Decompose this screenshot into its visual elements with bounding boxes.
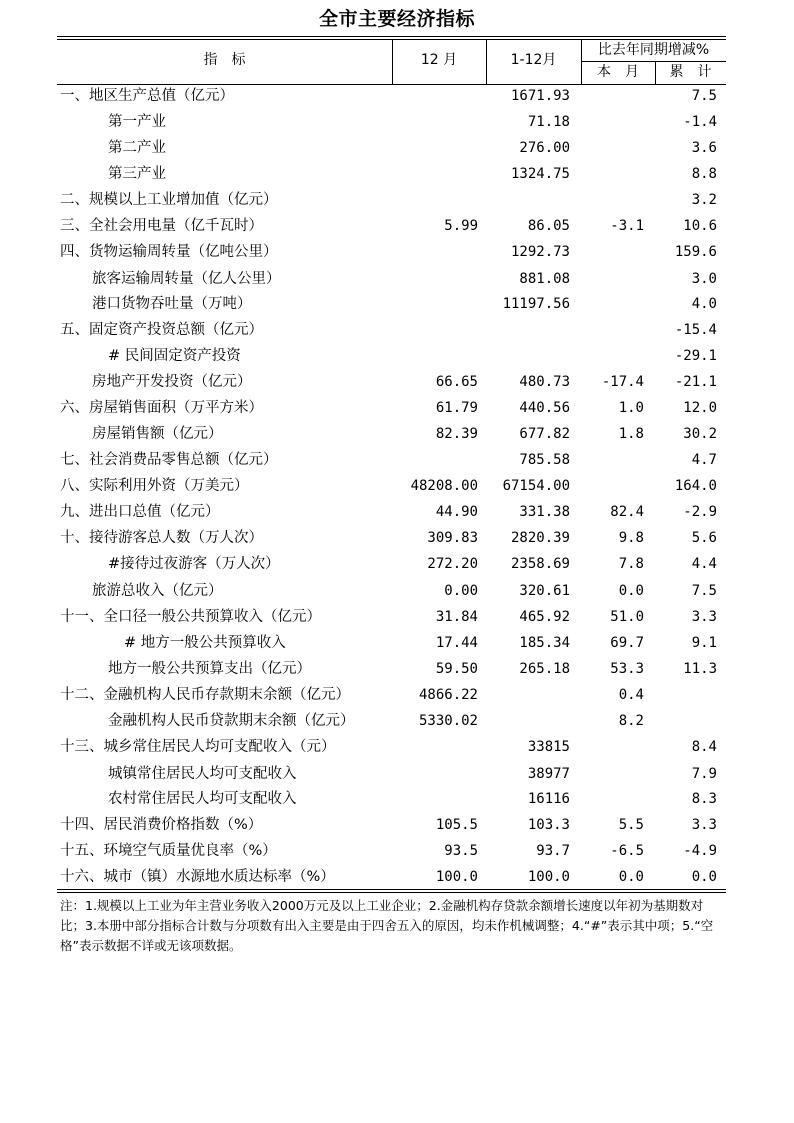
ytd-value: 465.92	[519, 609, 570, 625]
row-label: 地方一般公共预算支出（亿元）	[108, 661, 311, 677]
row-label: 农村常住居民人均可支配收入	[108, 791, 297, 807]
change-month-value: 82.4	[610, 504, 644, 520]
table-row	[57, 369, 726, 395]
table-row	[57, 734, 726, 760]
month-value: 82.39	[435, 426, 478, 442]
change-cumulative-value: -15.4	[674, 322, 717, 338]
ytd-value: 320.61	[519, 583, 570, 599]
header-month: 12 月	[420, 52, 458, 68]
header-change-month: 本 月	[597, 64, 639, 80]
change-month-value: 0.0	[618, 583, 644, 599]
change-month-value: 69.7	[610, 635, 644, 651]
change-cumulative-value: 10.6	[683, 218, 717, 234]
row-label: # 地方一般公共预算收入	[124, 635, 286, 651]
change-cumulative-value: 12.0	[683, 400, 717, 416]
table-row	[57, 187, 726, 213]
change-month-value: 51.0	[610, 609, 644, 625]
change-month-value: 53.3	[610, 661, 644, 677]
change-cumulative-value: 3.3	[691, 817, 717, 833]
table-row	[57, 135, 726, 161]
month-value: 59.50	[435, 661, 478, 677]
change-cumulative-value: 9.1	[691, 635, 717, 651]
table-row	[57, 812, 726, 838]
change-cumulative-value: 11.3	[683, 661, 717, 677]
table-row	[57, 525, 726, 551]
table-row	[57, 761, 726, 787]
table-row	[57, 551, 726, 577]
change-cumulative-value: 7.5	[691, 88, 717, 104]
change-cumulative-value: 4.4	[691, 556, 717, 572]
ytd-value: 265.18	[519, 661, 570, 677]
table-row	[57, 630, 726, 656]
row-label: 十四、居民消费价格指数（%）	[60, 817, 263, 833]
change-month-value: 1.0	[618, 400, 644, 416]
change-month-value: 0.0	[618, 869, 644, 885]
table-row	[57, 109, 726, 135]
row-label: 二、规模以上工业增加值（亿元）	[60, 192, 278, 208]
row-label: #接待过夜游客（万人次）	[108, 556, 280, 572]
month-value: 17.44	[435, 635, 478, 651]
row-label: 旅游总收入（亿元）	[92, 583, 223, 599]
ytd-value: 16116	[527, 791, 570, 807]
change-cumulative-value: 3.0	[691, 271, 717, 287]
month-value: 31.84	[435, 609, 478, 625]
ytd-value: 1324.75	[510, 166, 570, 182]
table-row	[57, 786, 726, 812]
row-label: 城镇常住居民人均可支配收入	[108, 766, 297, 782]
ytd-value: 331.38	[519, 504, 570, 520]
row-label: 一、地区生产总值（亿元）	[60, 88, 234, 104]
row-label: # 民间固定资产投资	[108, 348, 241, 364]
row-label: 五、固定资产投资总额（亿元）	[60, 322, 263, 338]
ytd-value: 276.00	[519, 140, 570, 156]
ytd-value: 86.05	[527, 218, 570, 234]
row-label: 九、进出口总值（亿元）	[60, 504, 220, 520]
row-label: 三、全社会用电量（亿千瓦时）	[60, 218, 263, 234]
change-month-value: 7.8	[618, 556, 644, 572]
ytd-value: 38977	[527, 766, 570, 782]
month-value: 44.90	[435, 504, 478, 520]
month-value: 309.83	[427, 530, 478, 546]
table-row	[57, 499, 726, 525]
ytd-value: 185.34	[519, 635, 570, 651]
row-label: 第三产业	[108, 166, 166, 182]
row-label: 十一、全口径一般公共预算收入（亿元）	[60, 609, 321, 625]
change-cumulative-value: 8.8	[691, 166, 717, 182]
row-label: 八、实际利用外资（万美元）	[60, 478, 249, 494]
row-label: 四、货物运输周转量（亿吨公里）	[60, 244, 278, 260]
table-row	[57, 239, 726, 265]
change-cumulative-value: 3.6	[691, 140, 717, 156]
month-value: 272.20	[427, 556, 478, 572]
table-row	[57, 83, 726, 109]
table-row	[57, 578, 726, 604]
month-value: 100.0	[435, 869, 478, 885]
bottom-double-rule-2	[57, 892, 726, 893]
change-month-value: 1.8	[618, 426, 644, 442]
change-month-value: 9.8	[618, 530, 644, 546]
change-cumulative-value: -2.9	[683, 504, 717, 520]
month-value: 4866.22	[418, 687, 478, 703]
change-month-value: -6.5	[610, 843, 644, 859]
change-cumulative-value: 8.4	[691, 739, 717, 755]
ytd-value: 93.7	[536, 843, 570, 859]
table-row	[57, 656, 726, 682]
row-label: 房屋销售额（亿元）	[92, 426, 223, 442]
month-value: 0.00	[444, 583, 478, 599]
ytd-value: 1671.93	[510, 88, 570, 104]
table-row	[57, 266, 726, 292]
ytd-value: 71.18	[527, 114, 570, 130]
page-title: 全市主要经济指标	[318, 8, 475, 30]
row-label: 港口货物吞吐量（万吨）	[92, 296, 252, 312]
table-row	[57, 291, 726, 317]
change-cumulative-value: 0.0	[691, 869, 717, 885]
change-cumulative-value: -4.9	[683, 843, 717, 859]
ytd-value: 103.3	[527, 817, 570, 833]
change-cumulative-value: 5.6	[691, 530, 717, 546]
table-row	[57, 421, 726, 447]
ytd-value: 785.58	[519, 452, 570, 468]
header-change-group: 比去年同期增减%	[597, 42, 710, 58]
month-value: 48208.00	[410, 478, 478, 494]
top-double-rule-1	[57, 36, 726, 37]
table-row	[57, 161, 726, 187]
change-cumulative-value: 159.6	[674, 244, 717, 260]
table-row	[57, 343, 726, 369]
change-cumulative-value: 164.0	[674, 478, 717, 494]
ytd-value: 2820.39	[510, 530, 570, 546]
month-value: 5330.02	[418, 713, 478, 729]
ytd-value: 677.82	[519, 426, 570, 442]
change-cumulative-value: 30.2	[683, 426, 717, 442]
change-cumulative-value: 7.9	[691, 766, 717, 782]
month-value: 66.65	[435, 374, 478, 390]
ytd-value: 100.0	[527, 869, 570, 885]
change-month-value: -3.1	[610, 218, 644, 234]
footnote: 注：1.规模以上工业为年主营业务收入2000万元及以上工业企业；2.金融机构存贷款余额增长速度以年初为基期数对比；3.本册中部分指标合计数与分项数有出入主要是由于四舍五入的原因，均未作机械调整；4.“#”表示其中项；5.“空格”表示数据不详或无该项数据。	[60, 898, 714, 953]
ytd-value: 440.56	[519, 400, 570, 416]
table-row	[57, 864, 726, 890]
table-row	[57, 682, 726, 708]
ytd-value: 11197.56	[502, 296, 570, 312]
table-row	[57, 838, 726, 864]
row-label: 十三、城乡常住居民人均可支配收入（元）	[60, 739, 336, 755]
table-row	[57, 447, 726, 473]
row-label: 十二、金融机构人民币存款期末余额（亿元）	[60, 687, 350, 703]
month-value: 93.5	[444, 843, 478, 859]
row-label: 第二产业	[108, 140, 166, 156]
row-label: 第一产业	[108, 114, 166, 130]
change-cumulative-value: 7.5	[691, 583, 717, 599]
change-cumulative-value: 3.3	[691, 609, 717, 625]
change-month-value: 8.2	[618, 713, 644, 729]
row-label: 十六、城市（镇）水源地水质达标率（%）	[60, 869, 335, 885]
header-change-cumulative: 累 计	[669, 64, 712, 80]
ytd-value: 881.08	[519, 271, 570, 287]
row-label: 六、房屋销售面积（万平方米）	[60, 400, 263, 416]
table-row	[57, 395, 726, 421]
bottom-double-rule-1	[57, 889, 726, 890]
row-label: 金融机构人民币贷款期末余额（亿元）	[108, 713, 355, 729]
ytd-value: 1292.73	[510, 244, 570, 260]
month-value: 61.79	[435, 400, 478, 416]
row-label: 十、接待游客总人数（万人次）	[60, 530, 263, 546]
change-cumulative-value: 4.0	[691, 296, 717, 312]
change-cumulative-value: 3.2	[691, 192, 717, 208]
header-ytd: 1-12月	[510, 52, 557, 68]
ytd-value: 33815	[527, 739, 570, 755]
table-row	[57, 473, 726, 499]
table-row	[57, 604, 726, 630]
row-label: 十五、环境空气质量优良率（%）	[60, 843, 277, 859]
month-value: 5.99	[444, 218, 478, 234]
change-cumulative-value: -21.1	[674, 374, 717, 390]
ytd-value: 67154.00	[502, 478, 570, 494]
change-month-value: -17.4	[601, 374, 644, 390]
row-label: 旅客运输周转量（亿人公里）	[92, 271, 281, 287]
change-month-value: 5.5	[618, 817, 644, 833]
change-cumulative-value: -1.4	[683, 114, 717, 130]
month-value: 105.5	[435, 817, 478, 833]
change-cumulative-value: 8.3	[691, 791, 717, 807]
table-row	[57, 213, 726, 239]
header-indicator: 指 标	[203, 52, 246, 68]
ytd-value: 480.73	[519, 374, 570, 390]
table-row	[57, 708, 726, 734]
ytd-value: 2358.69	[510, 556, 570, 572]
change-month-value: 0.4	[618, 687, 644, 703]
change-cumulative-value: -29.1	[674, 348, 717, 364]
table-row	[57, 317, 726, 343]
row-label: 房地产开发投资（亿元）	[92, 374, 252, 390]
row-label: 七、社会消费品零售总额（亿元）	[60, 452, 278, 468]
change-cumulative-value: 4.7	[691, 452, 717, 468]
